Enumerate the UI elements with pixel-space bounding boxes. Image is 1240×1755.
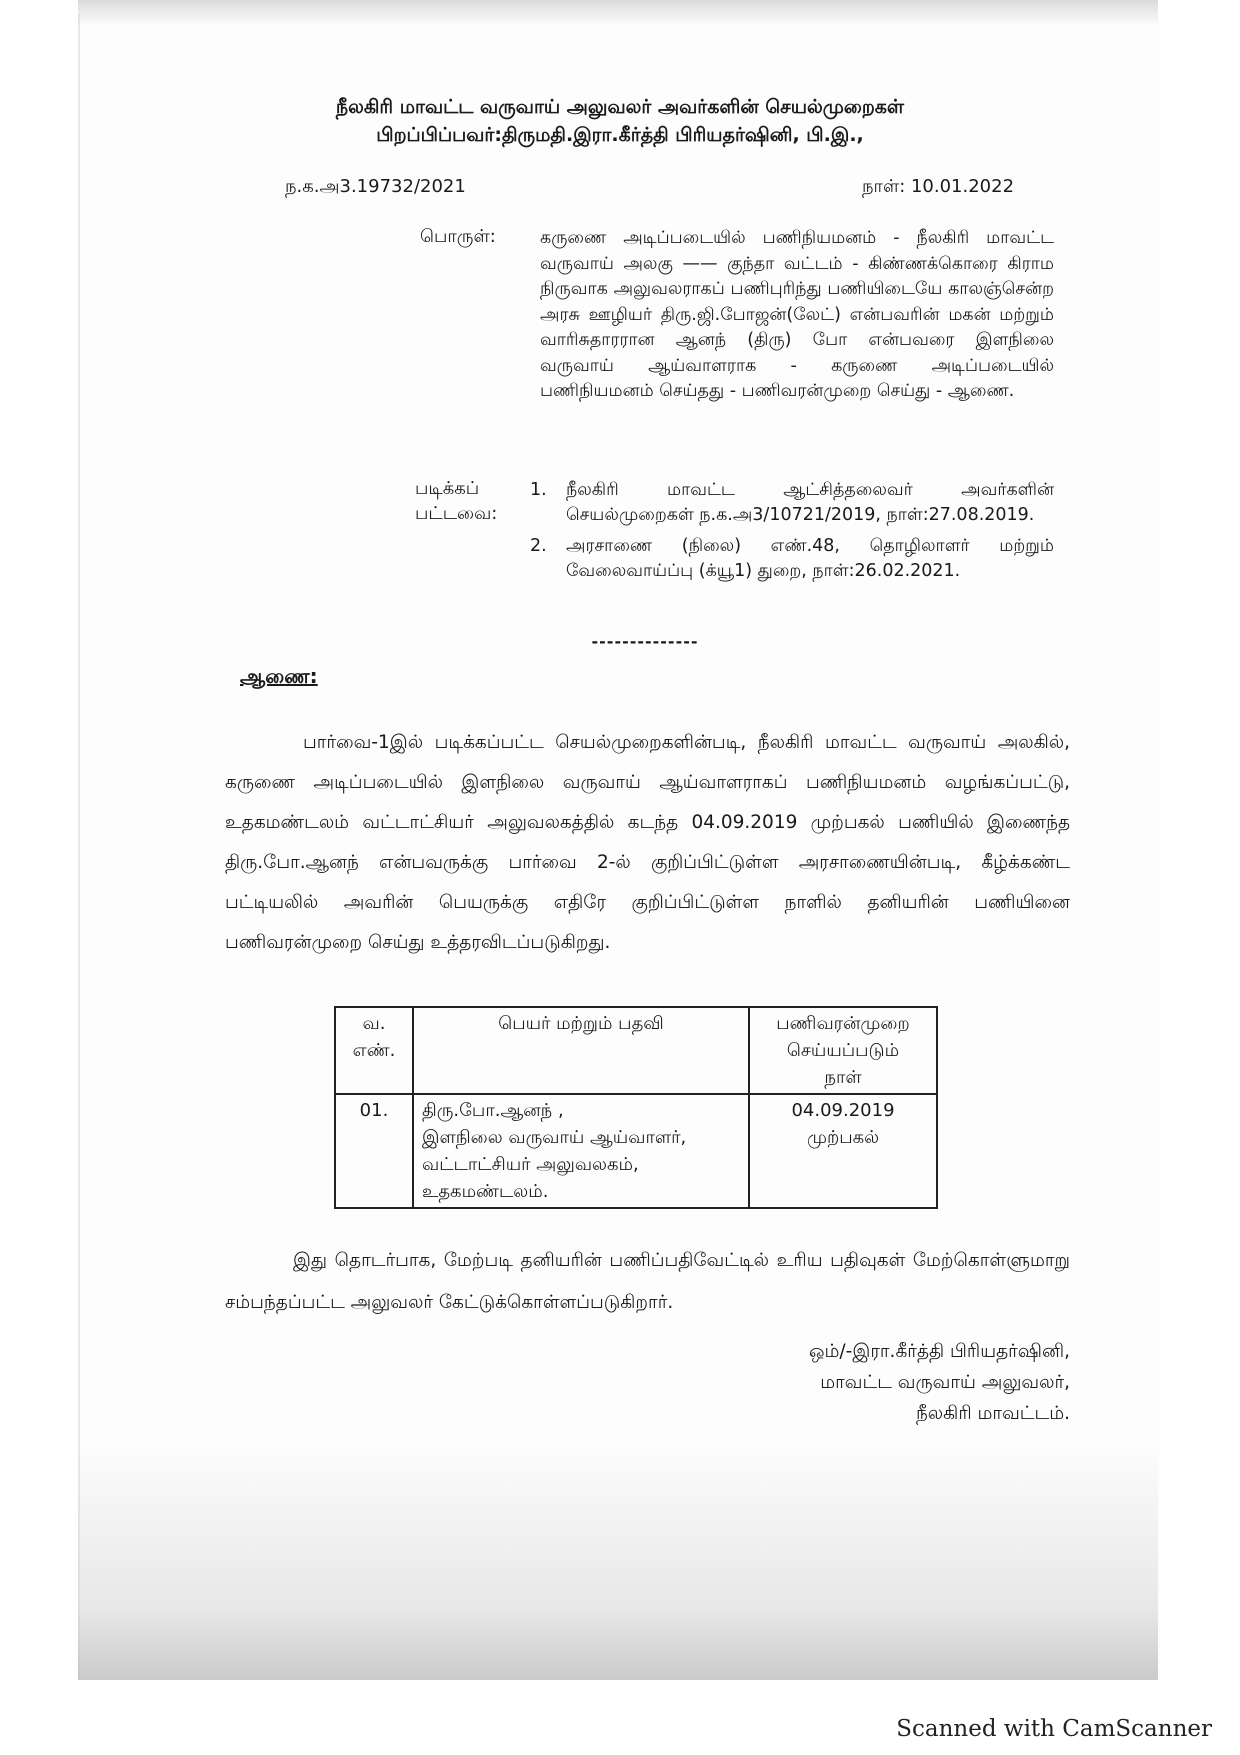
- cell-name-designation: [413, 1094, 749, 1208]
- header-issuer: பிறப்பிப்பவர்:திருமதி.இரா.கீர்த்தி பிரியதர்ஷினி, பி.இ.,: [376, 124, 864, 146]
- header-date-line: செய்யப்படும்: [786, 1040, 900, 1061]
- camscanner-watermark: Scanned with CamScanner: [896, 1716, 1212, 1742]
- signature-district: நீலகிரி மாவட்டம்.: [915, 1403, 1070, 1424]
- header-serial-line: எண்.: [352, 1040, 396, 1061]
- header-title: நீலகிரி மாவட்ட வருவாய் அலுவலர் அவர்களின் செயல்முறைகள்: [335, 96, 905, 118]
- reference-number: 2.: [530, 536, 547, 556]
- subject-text: கருணை அடிப்படையில் பணிநியமனம் - நீலகிரி மாவட்ட வருவாய் அலகு —— குந்தா வட்டம் - கிண்ணக்கொரை கிராம நிருவாக அலுவலராகப் பணிபுரிந்து பணியிடையே காலஞ்சென்ற அரசு ஊழியர் திரு.ஜி.போஜன்(லேட்) என்பவரின் மகன் மற்றும் வாரிசுதாரரான ஆனந் (திரு) போ என்பவரை இளநிலை வருவாய் ஆய்வாளராக - கருணை அடிப்படையில் பணிநியமனம் செய்தது - பணிவரன்முறை செய்து - ஆணை.: [540, 228, 1054, 401]
- header-date-line: பணிவரன்முறை: [776, 1013, 910, 1034]
- references-list: [530, 478, 1054, 590]
- header-serial-line: வ.: [362, 1013, 386, 1034]
- table-header-row: [335, 1007, 937, 1094]
- reference-text: நீலகிரி மாவட்ட ஆட்சித்தலைவர் அவர்களின் செயல்முறைகள் ந.க.அ3/10721/2019, நாள்:27.08.2019.: [566, 480, 1054, 525]
- signature-block: [700, 1336, 1070, 1429]
- order-paragraph: பார்வை-1இல் படிக்கப்பட்ட செயல்முறைகளின்படி, நீலகிரி மாவட்ட வருவாய் அலகில், கருணை அடிப்படையில் இளநிலை வருவாய் ஆய்வாளராகப் பணிநியமனம் வழங்கப்பட்டு, உதகமண்டலம் வட்டாட்சியர் அலுவலகத்தில் கடந்த 04.09.2019 முற்பகல் பணியில் இணைந்த திரு.போ.ஆனந் என்பவருக்கு பார்வை 2-ல் குறிப்பிட்டுள்ள அரசாணையின்படி, கீழ்க்கண்ட பட்டியலில் அவரின் பெயருக்கு எதிரே குறிப்பிட்டுள்ள நாளில் தனியரின் பணியினை பணிவரன்முறை செய்து உத்தரவிடப்படுகிறது.: [225, 732, 1070, 953]
- scan-shadow-top: [78, 0, 1158, 26]
- cell-line: திரு.போ.ஆனந் ,: [422, 1100, 564, 1121]
- header-serial: [335, 1007, 413, 1094]
- header-date-line: நாள்: [824, 1067, 862, 1088]
- closing-paragraph: இது தொடர்பாக, மேற்படி தனியரின் பணிப்பதிவேட்டில் உரிய பதிவுகள் மேற்கொள்ளுமாறு சம்பந்தப்பட்ட அலுவலர் கேட்டுக்கொள்ளப்படுகிறார்.: [225, 1250, 1070, 1313]
- scan-shadow-bottom: [78, 1440, 1158, 1680]
- cell-line: உதகமண்டலம்.: [422, 1181, 549, 1202]
- reference-number: 1.: [530, 480, 547, 500]
- cell-line: இளநிலை வருவாய் ஆய்வாளர்,: [422, 1127, 687, 1148]
- reference-item: [530, 478, 1054, 528]
- subject-label: பொருள்:: [420, 226, 496, 247]
- cell-date: [749, 1094, 937, 1208]
- signature-name: ஒம்/-இரா.கீர்த்தி பிரியதர்ஷினி,: [809, 1341, 1070, 1362]
- document-date: நாள்: 10.01.2022: [862, 176, 1015, 197]
- regularisation-table: [334, 1006, 938, 1209]
- table-row: [335, 1094, 937, 1208]
- cell-line: வட்டாட்சியர் அலுவலகம்,: [422, 1154, 639, 1175]
- separator-line: --------------: [591, 632, 699, 651]
- cell-line: முற்பகல்: [806, 1127, 880, 1148]
- file-number: ந.க.அ3.19732/2021: [285, 176, 466, 197]
- references-label-line1: படிக்கப்: [415, 478, 480, 499]
- reference-item: [530, 534, 1054, 584]
- cell-line: 04.09.2019: [791, 1100, 895, 1121]
- cell-serial: 01.: [335, 1094, 413, 1208]
- references-label-line2: பட்டவை:: [415, 503, 498, 524]
- header-date: [749, 1007, 937, 1094]
- order-heading: ஆணை:: [240, 664, 318, 688]
- reference-text: அரசாணை (நிலை) எண்.48, தொழிலாளர் மற்றும் வேலைவாய்ப்பு (க்யூ1) துறை, நாள்:26.02.2021.: [566, 536, 1054, 581]
- header-name-designation: பெயர் மற்றும் பதவி: [413, 1007, 749, 1094]
- signature-designation: மாவட்ட வருவாய் அலுவலர்,: [820, 1372, 1070, 1393]
